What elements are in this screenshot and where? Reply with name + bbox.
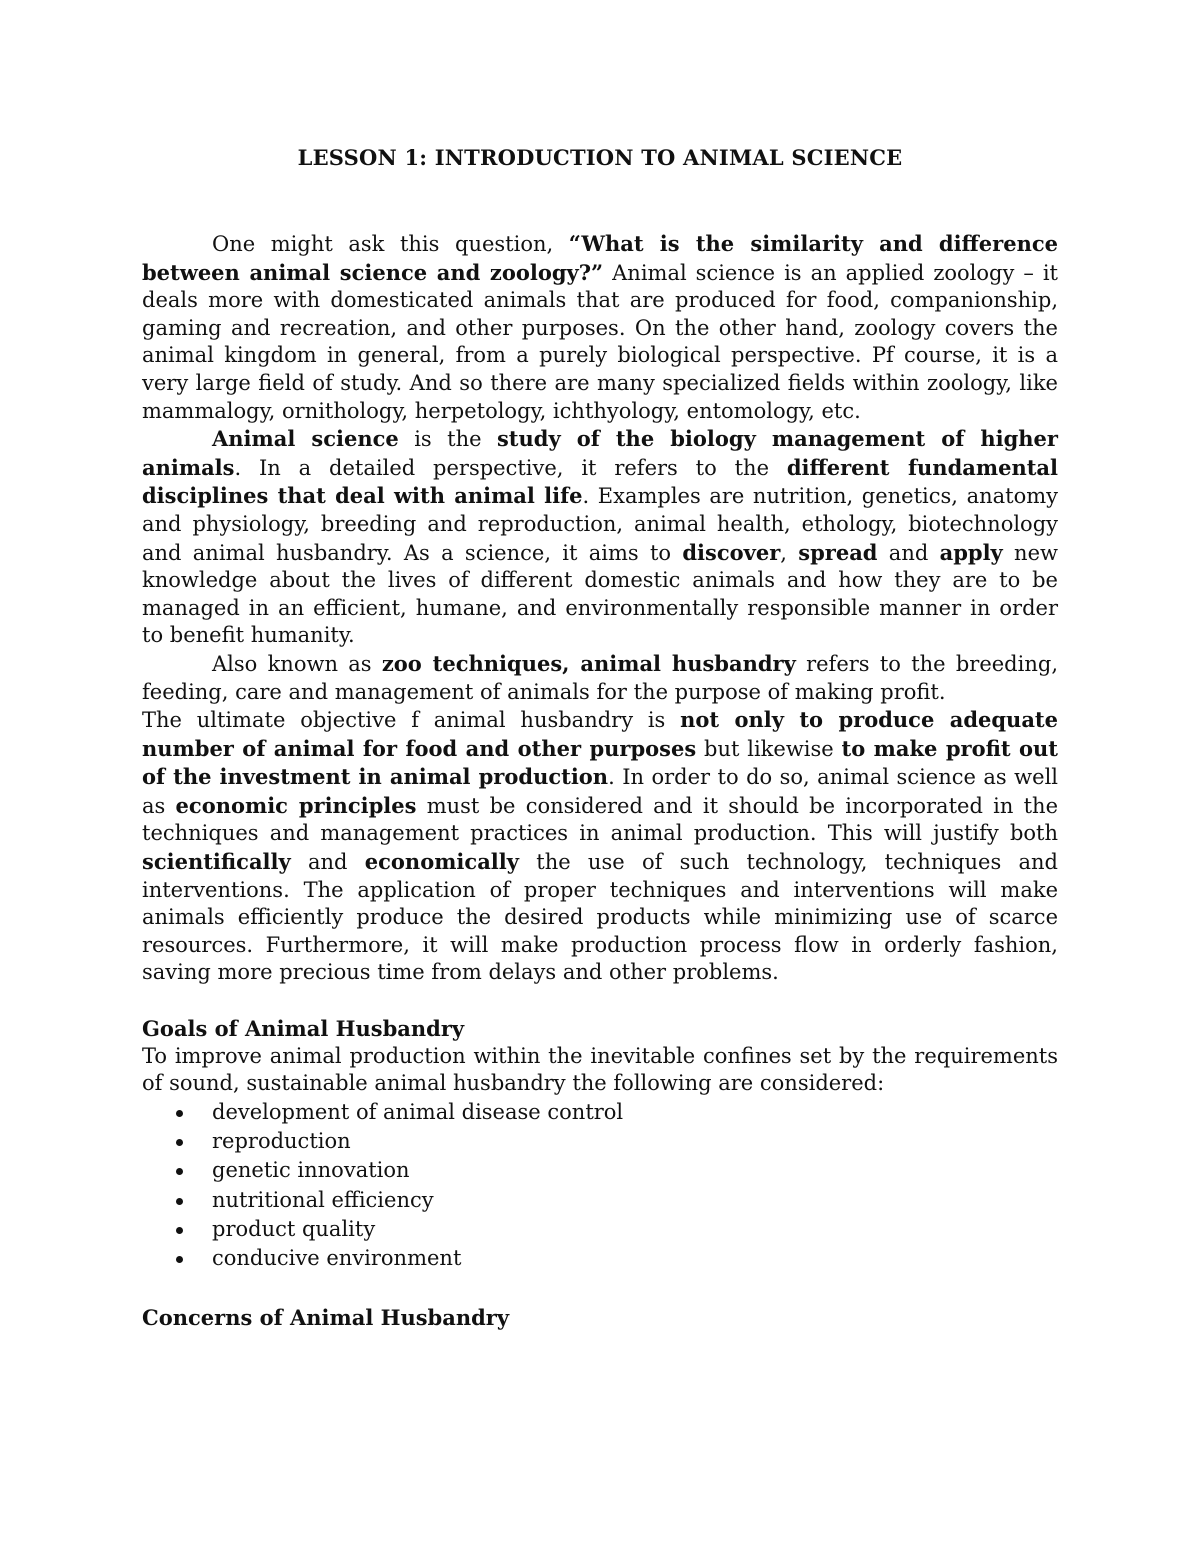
bold-term: apply [939, 539, 1003, 565]
concerns-heading: Concerns of Animal Husbandry [142, 1304, 510, 1330]
goals-heading: Goals of Animal Husbandry [142, 1016, 465, 1042]
text-span: , [780, 540, 799, 565]
text-span: and [290, 850, 365, 875]
text-span: One might ask this question, [212, 232, 569, 256]
document-body [142, 230, 1058, 1331]
text-span: is the [398, 427, 497, 452]
list-item: reproduction [162, 1127, 1058, 1156]
text-span: Animal science is an applied zoology – it deals more with domesticated animals that are produced for food, companionship, gaming and recreation, and other purposes. On the other hand, zoology covers the animal kingdom in general, from a purely biological perspective. Pf course, it is a very large field of study. And so there are many specialized fields within zoology, like mammalogy, ornithology, herpetology, ichthyology, entomology, etc. [142, 260, 1058, 423]
text-span: must be considered and it should be incorporated in the techniques and management practices in animal production. This will justify both [142, 793, 1058, 846]
bold-term: Animal science [212, 426, 399, 452]
page-title: LESSON 1: INTRODUCTION TO ANIMAL SCIENCE [297, 145, 903, 170]
text-span: new knowledge about the lives of different domestic animals and how they are to be managed in an efficient, humane, and environmentally responsible manner in order to benefit humanity. [142, 540, 1058, 648]
text-span: Also known as [212, 651, 382, 676]
text-span: . In order to do so, animal science as well as [142, 765, 1058, 818]
bold-term: economically [364, 849, 519, 875]
goals-list [142, 1098, 1058, 1274]
goals-intro: To improve animal production within the inevitable confines set by the requirements of sound, sustainable animal husbandry the following are considered: [142, 1043, 1058, 1096]
bold-term: spread [798, 539, 878, 565]
text-span: and [877, 540, 940, 565]
list-item: genetic innovation [162, 1156, 1058, 1185]
text-span: The ultimate objective f animal husbandry is [142, 708, 681, 733]
bold-term: economic principles [175, 792, 417, 818]
paragraph-objective [142, 706, 1058, 987]
list-item: nutritional efficiency [162, 1186, 1058, 1215]
bold-term: zoo techniques, animal husbandry [381, 650, 796, 676]
bold-term: not only to produce adequate number of animal for food and other purposes [142, 707, 1058, 761]
list-item: conducive environment [162, 1244, 1058, 1273]
text-span: but likewise [696, 736, 842, 761]
text-span: refers to the breeding, feeding, care and management of animals for the purpose of making profit. [142, 651, 1058, 704]
bold-term: to make profit out of the investment in animal production [142, 735, 1059, 790]
list-item: development of animal disease control [162, 1098, 1058, 1127]
paragraph-animal-science [142, 425, 1058, 650]
paragraph-intro [142, 230, 1058, 425]
bold-term: different fundamental disciplines that deal with animal life [142, 454, 1058, 509]
text-span: the use of such technology, techniques and interventions. The application of proper techniques and interventions will make animals efficiently produce the desired products while minimizing use of scarce resources. Furthermore, it will make production process flow in orderly fashion, saving more precious time from delays and other problems. [142, 850, 1059, 985]
list-item: product quality [162, 1215, 1058, 1244]
bold-term: study of the biology management of higher animals [142, 426, 1058, 480]
paragraph-husbandry-definition [142, 650, 1058, 706]
text-span: . In a detailed perspective, it refers to the [234, 455, 787, 480]
bold-term: discover [682, 539, 781, 565]
text-span: . Examples are nutrition, genetics, anatomy and physiology, breeding and reproduction, animal health, ethology, biotechnology and animal husbandry. As a science, it aims to [142, 484, 1058, 565]
bold-term: scientifically [142, 849, 291, 875]
bold-question: “What is the similarity and difference between animal science and zoology?” [142, 231, 1058, 285]
